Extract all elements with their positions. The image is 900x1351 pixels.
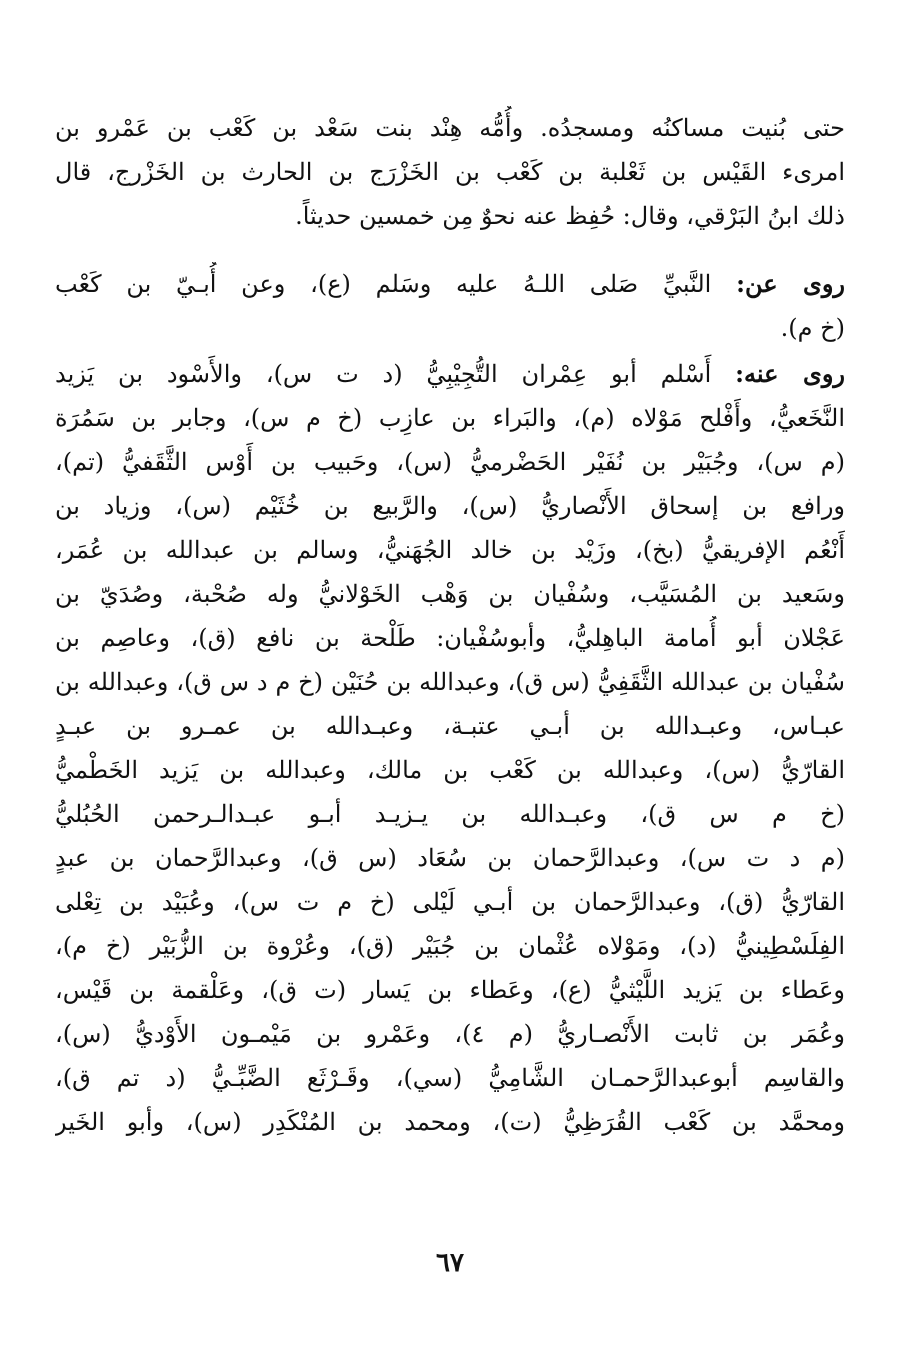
text-line: النَّخَعيُّ، وأَفْلح مَوْلاه (م)، والبَراء بن عازِب (خ م س)، وجابر بن سَمُرَة xyxy=(55,404,845,432)
text-line: ذلك ابنُ البَرْقي، وقال: حُفِظ عنه نحوٌ مِن خمسين حديثاً. xyxy=(295,202,845,230)
text-line: عَجْلان أبو أُمامة الباهِليُّ، وأبوسُفْيان: طَلْحة بن نافع (ق)، وعاصِم بن xyxy=(55,624,845,652)
paragraph-narrated-from xyxy=(55,262,845,350)
text-line: ورافع بن إسحاق الأَنْصاريُّ (س)، والرَّبيع بن خُثَيْم (س)، وزياد بن xyxy=(55,492,845,520)
text-line: والقاسِم أبوعبدالرَّحمـان الشَّامِيُّ (سي)، وقَـرْثَع الضَّبِّـيُّ (د تم ق)، xyxy=(55,1064,845,1092)
text-line: القارّيُّ (س)، وعبدالله بن كَعْب بن مالك، وعبدالله بن يَزيد الخَطْميُّ xyxy=(55,756,845,784)
text-line: (خ م س ق)، وعبـدالله بن يـزيـد أبـو عبـدالـرحمن الحُبُليُّ xyxy=(55,800,845,828)
text-line: (م س)، وجُبَيْر بن نُفَيْر الحَضْرميُّ (س)، وحَبيب بن أَوْس الثَّقَفيُّ (تم)، xyxy=(55,448,845,476)
text-line: القارّيُّ (ق)، وعبدالرَّحمان بن أبـي لَيْلى (خ م ت س)، وعُبَيْد بن تِعْلى xyxy=(55,888,845,916)
text-line: (م د ت س)، وعبدالرَّحمان بن سُعَاد (س ق)، وعبدالرَّحمان بن عبدٍ xyxy=(55,844,845,872)
page-number: ٦٧ xyxy=(436,1248,464,1278)
text-line: عبـاس، وعبـدالله بن أبـي عتبـة، وعبـدالله بن عمـرو بن عبـدٍ xyxy=(55,712,845,740)
text-line: حتى بُنيت مساكنُه ومسجدُه. وأُمُّه هِنْد بنت سَعْد بن كَعْب بن عَمْرو بن xyxy=(55,114,845,142)
text-line xyxy=(55,352,845,396)
text-line: أَنْعُم الإفريقيُّ (بخ)، وزَيْد بن خالد الجُهَنيُّ، وسالم بن عبدالله بن عُمَر، xyxy=(55,536,845,564)
text-line-content: أَسْلم أبو عِمْران التُّجِيْبِيُّ (د ت س)، والأَسْود بن يَزيد xyxy=(55,360,736,388)
text-line: وعُمَر بن ثابت الأَنْصـاريُّ (م ٤)، وعَمْرو بن مَيْمـون الأَوْديُّ (س)، xyxy=(55,1020,845,1048)
text-line-content: النَّبيِّ صَلى اللـهُ عليه وسَلم (ع)، وعن أُبـيّ بن كَعْب xyxy=(55,270,737,298)
text-line xyxy=(55,262,845,306)
section-label-narrated-by: روى عنه: xyxy=(735,359,845,388)
paragraph-lineage xyxy=(55,106,845,238)
text-line: ومحمَّد بن كَعْب القُرَظِيُّ (ت)، ومحمد بن المُنْكَدِر (س)، وأبو الخَير xyxy=(55,1108,845,1136)
paragraph-narrated-by xyxy=(55,352,845,1144)
text-line: الفِلَسْطِينيُّ (د)، ومَوْلاه عُثْمان بن جُبَيْر (ق)، وعُرْوة بن الزُّبَيْر (خ م)، xyxy=(55,932,845,960)
text-line: (خ م). xyxy=(780,314,845,342)
text-line: سُفْيان بن عبدالله الثَّقَفِيُّ (س ق)، وعبدالله بن حُنَيْن (خ م د س ق)، وعبدالله بن xyxy=(55,668,845,696)
text-line: امرىء القَيْس بن ثَعْلبة بن كَعْب بن الخَزْرَج بن الحارث بن الخَزْرج، قال xyxy=(55,158,845,186)
section-label-narrated-from: روى عن: xyxy=(736,269,845,298)
text-line: وسَعيد بن المُسَيَّب، وسُفْيان بن وَهْب الخَوْلانيُّ وله صُحْبة، وصُدَيّ بن xyxy=(55,580,845,608)
text-line: وعَطاء بن يَزيد اللَّيْثيُّ (ع)، وعَطاء بن يَسار (ت ق)، وعَلْقمة بن قَيْس، xyxy=(55,976,845,1004)
